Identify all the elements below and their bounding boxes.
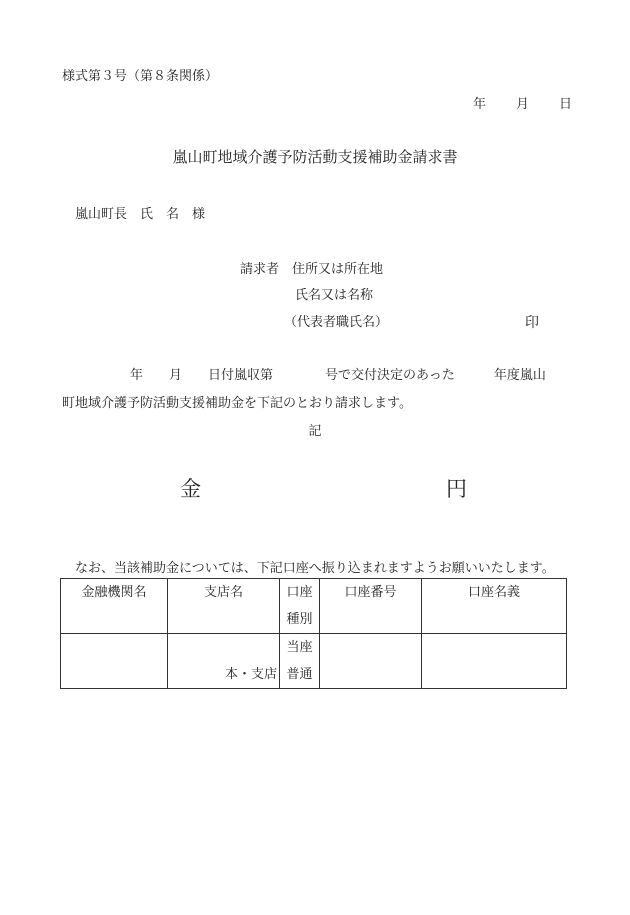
- header-account-type-2: 種別: [280, 606, 320, 634]
- account-holder-cell[interactable]: [422, 634, 567, 689]
- date-line: [473, 97, 572, 113]
- branch-suffix: 本・支店: [224, 667, 277, 682]
- claimant-name-label: 氏名又は名称: [295, 288, 374, 303]
- amount-yen: 円: [446, 477, 467, 501]
- ki-heading: 記: [308, 424, 322, 439]
- form-number: 様式第３号（第８条関係）: [62, 69, 219, 84]
- header-bank-name: 金融機関名: [61, 579, 168, 634]
- branch-name-cell[interactable]: [168, 634, 280, 689]
- representative-label: （代表者職氏名）: [284, 315, 389, 330]
- seal-mark: 印: [525, 315, 539, 331]
- document-title: 嵐山町地域介護予防活動支援補助金請求書: [172, 148, 458, 166]
- body-text-line-2: 町地域介護予防活動支援補助金を下記のとおり請求します。: [62, 396, 412, 411]
- bank-account-table: [60, 578, 567, 689]
- bank-name-cell[interactable]: [61, 634, 168, 689]
- type-ordinary[interactable]: 普通: [280, 661, 320, 689]
- header-account-holder: 口座名義: [422, 579, 567, 634]
- date-month: 月: [516, 97, 530, 112]
- bank-note: なお、当該補助金については、下記口座へ振り込まれますようお願いいたします。: [75, 561, 555, 576]
- claimant-address-label: 請求者 住所又は所在地: [240, 262, 384, 277]
- body-text-line-1: 年 月 日付嵐収第 号で交付決定のあった 年度嵐山: [130, 368, 546, 383]
- header-branch-name: 支店名: [168, 579, 280, 634]
- amount-kin: 金: [180, 477, 201, 501]
- date-year: 年: [473, 97, 487, 112]
- account-number-cell[interactable]: [320, 634, 422, 689]
- date-day: 日: [559, 97, 573, 112]
- addressee: 嵐山町長 氏 名 様: [75, 207, 206, 222]
- header-account-type-1: 口座: [280, 579, 320, 607]
- type-current[interactable]: 当座: [280, 634, 320, 662]
- header-account-number: 口座番号: [320, 579, 422, 634]
